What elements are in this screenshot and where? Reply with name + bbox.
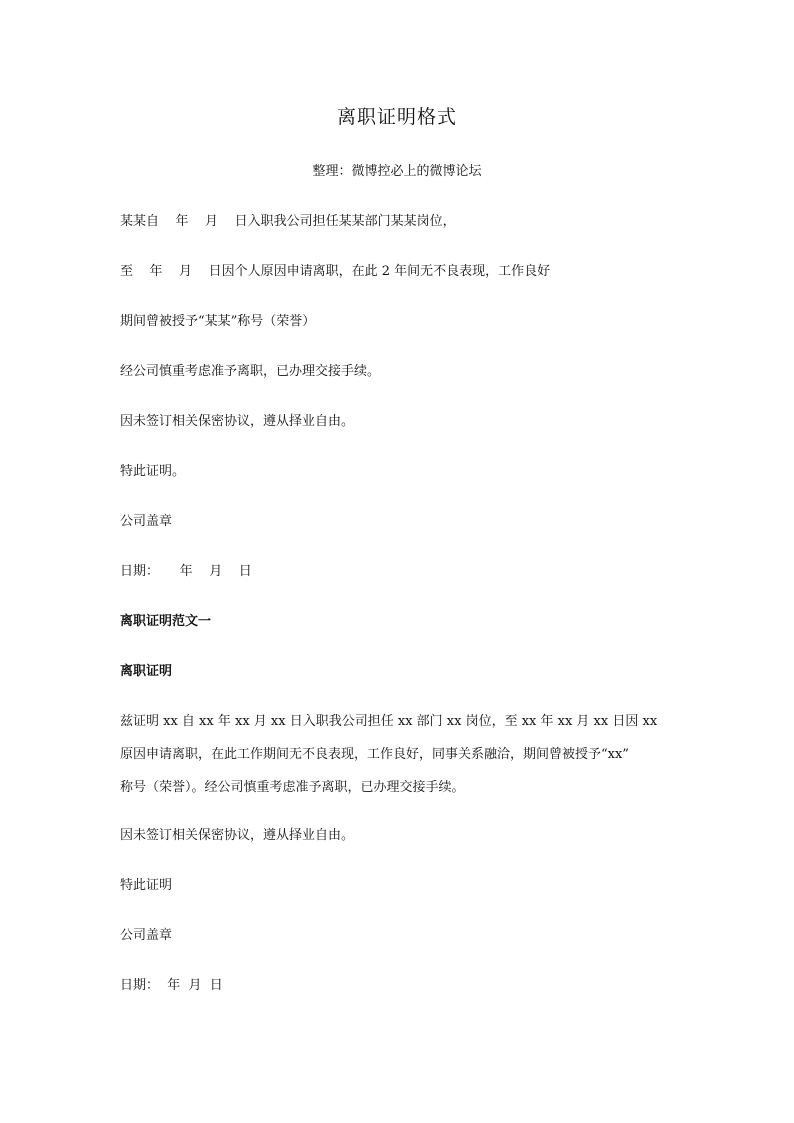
sample-paragraph-line: 称号（荣誉）。经公司慎重考虑准予离职，已办理交接手续。: [120, 780, 465, 795]
document-title: 离职证明格式: [336, 106, 457, 128]
sample-document-title: 离职证明: [120, 664, 173, 679]
template-line-date: 日期： 年 月 日: [120, 564, 252, 579]
sample-line-confidentiality: 因未签订相关保密协议，遵从择业自由。: [120, 828, 355, 843]
template-line-honor: 期间曾被授予“某某”称号（荣誉）: [120, 314, 316, 329]
template-line-approval: 经公司慎重考虑准予离职，已办理交接手续。: [120, 364, 381, 379]
sample-section-heading: 离职证明范文一: [120, 614, 212, 629]
template-line-confidentiality: 因未签订相关保密协议，遵从择业自由。: [120, 414, 355, 429]
template-line-leave-reason: 至 年 月 日因个人原因申请离职，在此 2 年间无不良表现，工作良好: [120, 264, 551, 279]
sample-line-certify: 特此证明: [120, 878, 173, 893]
template-line-certify: 特此证明。: [120, 464, 186, 479]
sample-line-company-seal: 公司盖章: [120, 928, 173, 943]
sample-paragraph: [120, 712, 678, 811]
sample-paragraph-line: 原因申请离职，在此工作期间无不良表现，工作良好，同事关系融洽，期间曾被授予“xx”: [120, 747, 629, 762]
document-subtitle: 整理：微博控必上的微博论坛: [312, 164, 482, 179]
template-line-company-seal: 公司盖章: [120, 514, 173, 529]
template-line-start-date: 某某自 年 月 日入职我公司担任某某部门某某岗位，: [120, 214, 456, 229]
sample-line-date: 日期： 年 月 日: [120, 978, 223, 993]
sample-paragraph-line: 兹证明 xx 自 xx 年 xx 月 xx 日入职我公司担任 xx 部门 xx 岗位，至 xx 年 xx 月 xx 日因 xx: [120, 714, 658, 729]
